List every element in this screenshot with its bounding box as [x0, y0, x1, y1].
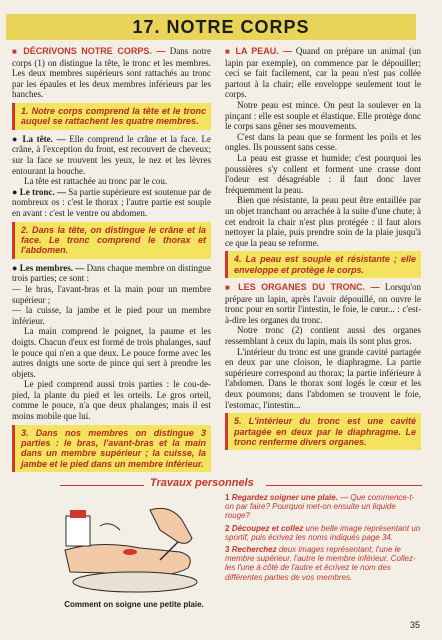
divider	[266, 485, 422, 486]
section-heading-organes: LES ORGANES DU TRONC. —	[238, 282, 380, 293]
section-text: Quand on prépare un animal (un lapin par exemple), on commence par le dépouiller; ceci se fait facilement, car la peau n'est pas collée partout à la chair; elle enveloppe seulement tout le corps.	[225, 46, 422, 100]
paragraph: Le pied comprend aussi trois parties : le cou-de-pied, la plante du pied et les orteils. Le gros orteil, comme le pouce, n'a que deux phalanges; mais il est moins mobile que lui.	[12, 379, 211, 422]
item-text: deux images représentant, l'une le membre supérieur, l'autre le membre inférieur. Collez-les l'une à côté de l'autre et écrivez le nom des différentes parties de vos membres.	[225, 545, 416, 582]
paragraph: La tête est rattachée au tronc par le cou.	[24, 176, 168, 187]
page-number: 35	[410, 620, 421, 630]
travaux-heading: Travaux personnels	[150, 477, 254, 489]
square-bullet-icon: ■	[225, 47, 232, 56]
paragraph: La peau est grasse et humide; c'est pourquoi les poussières s'y collent et forment une crasse dont l'odeur est désagréable : il faut donc laver fréquemment la peau.	[225, 152, 421, 195]
paragraph: Elle comprend le crâne et la face. Le crâne, à l'exception du front, est recouvert de cheveux; sur la face se trouvent les yeux, le nez et les lèvres entourant la bouche.	[12, 133, 212, 176]
item-lead: Regardez soigner une plaie.	[231, 493, 338, 502]
section-text: Lorsqu'on prépare un lapin, après l'avoir dépouillé, on ouvre le tronc pour en sortir l'intestin, le foie, le cœur... : c'est-à-dire les organes du tronc.	[225, 282, 422, 325]
summary-box-1: 1. Notre corps comprend la tête et le tronc auquel se rattachent les quatre membres.	[12, 103, 211, 130]
item-text: une belle image représentant un sportif, puis écrivez les noms indiqués page 34.	[225, 523, 421, 542]
list-item: — le bras, l'avant-bras et la main pour un membre supérieur ;	[12, 283, 211, 305]
square-bullet-icon: ■	[12, 47, 19, 56]
travaux-list	[225, 493, 422, 585]
paragraph: La main comprend le poignet, la paume et les doigts. Chacun d'eux est formé de trois phalanges, sauf le pouce qui n'en a que deux. Le pouce forme avec les autres doigts une sorte de pince qui sert à prendre les objets.	[12, 326, 211, 379]
list-item	[225, 545, 422, 582]
chapter-title: 17. NOTRE CORPS	[132, 17, 310, 37]
divider	[60, 485, 144, 486]
left-column	[12, 46, 211, 476]
bullet-dot-icon: ●	[12, 186, 18, 197]
right-column	[225, 46, 421, 454]
bullet-dot-icon: ●	[12, 133, 19, 144]
summary-box-2: 2. Dans la tête, on distingue le crâne et la face. Le tronc comprend le thorax et l'abdomen.	[12, 222, 211, 259]
paragraph: Sa partie supérieure est soutenue par de nombreux os : c'est le thorax ; l'autre partie est souple en avant : c'est le ventre ou abdomen.	[12, 186, 212, 218]
paragraph: L'intérieur du tronc est une grande cavité partagée en deux par une cloison, le diaphragme. La partie supérieure correspond au thorax; la partie inférieure à l'abdomen. Dans le thorax sont logés le cœur et les deux poumons; dans l'abdomen se trouvent le foie, l'estomac, l'intestin...	[225, 346, 421, 410]
summary-box-3: 3. Dans nos membres on distingue 3 parties : le bras, l'avant-bras et la main dans un membre supérieur ; la cuisse, la jambe et le pied dans un membre inférieur.	[12, 425, 211, 473]
list-item	[225, 524, 422, 542]
list-item	[225, 493, 422, 521]
summary-box-5: 5. L'intérieur du tronc est une cavité partagée en deux par le diaphragme. Le tronc renferme divers organes.	[225, 413, 421, 450]
item-number: 2	[225, 523, 230, 533]
paragraph: Notre peau est mince. On peut la soulever en la pinçant : elle est souple et élastique. Elle protège donc le corps sans gêner ses mouvements.	[225, 99, 421, 132]
list-item: — la cuisse, la jambe et le pied pour un membre inférieur.	[12, 305, 211, 326]
summary-box-4: 4. La peau est souple et résistante ; elle enveloppe et protège le corps.	[225, 251, 421, 278]
item-lead: Recherchez	[231, 545, 277, 555]
square-bullet-icon: ■	[225, 283, 233, 293]
item-lead: Découpez et collez	[231, 523, 304, 533]
section-text: Dans notre corps (1) on distingue la tête, le tronc et les membres. Les deux membres supérieurs sont rattachés au tronc par les épaules et les deux membres inférieurs par les hanches.	[12, 46, 211, 100]
subheading-membres: Les membres. —	[19, 262, 85, 273]
item-text: — Que commence-t-on par faire? Pourquoi met-on ensuite un liquide rouge?	[225, 493, 415, 521]
subheading-tete: La tête. —	[22, 133, 66, 144]
paragraph: C'est dans la peau que se forment les poils et les ongles. Ils poussent sans cesse.	[225, 131, 421, 153]
section-heading-decrivons: DÉCRIVONS NOTRE CORPS. —	[23, 46, 166, 56]
illustration-caption: Comment on soigne une petite plaie.	[64, 600, 204, 609]
bullet-dot-icon: ●	[12, 262, 18, 273]
paragraph: Bien que résistante, la peau peut être entaillée par un objet tranchant ou arrachée à la suite d'une chute; à cet endroit la chair n'est plus protégée : il faut alors nettoyer la plaie, puis prendre soin de la plaie jusqu'à ce que la peau se reforme.	[225, 195, 421, 248]
item-number: 3	[225, 545, 230, 555]
paragraph: Dans chaque membre on distingue trois parties; ce sont :	[12, 262, 212, 284]
wound-care-illustration	[60, 490, 210, 596]
item-number: 1	[225, 493, 230, 502]
subheading-tronc: Le tronc. —	[19, 186, 66, 197]
section-heading-peau: LA PEAU. —	[235, 46, 292, 56]
paragraph: Notre tronc (2) contient aussi des organes ressemblant à ceux du lapin, mais ils sont plus gros.	[225, 325, 421, 347]
